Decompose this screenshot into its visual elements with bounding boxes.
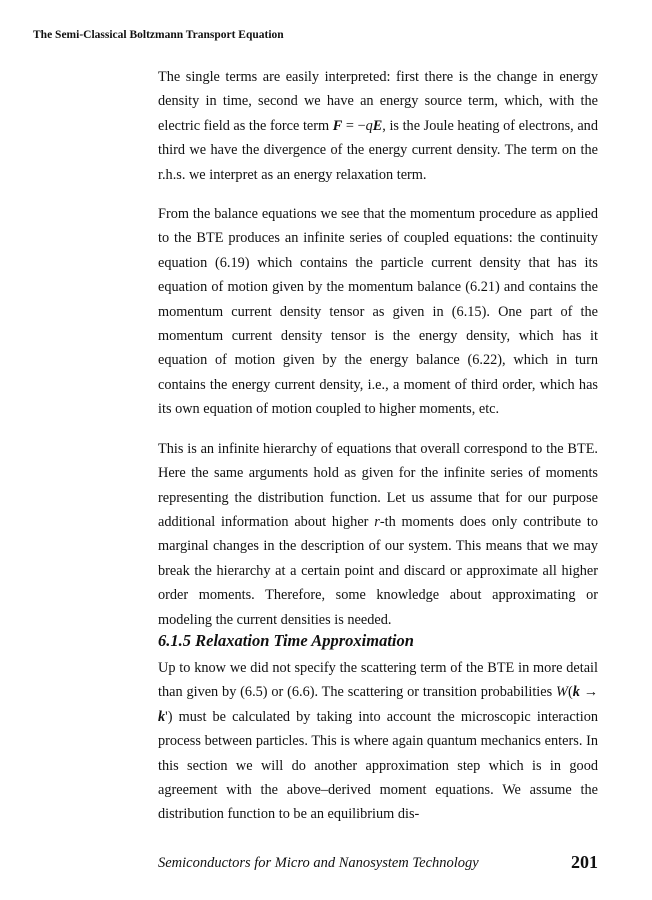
math-prime: ' [165, 708, 168, 725]
math-r: r [374, 513, 380, 530]
paragraph-energy-balance [158, 65, 598, 187]
math-charge-q: q [365, 117, 373, 134]
paragraph-balance-equations: From the balance equations we see that the momentum procedure as applied to the BTE produces an infinite series of coupled equations: the continuity equation (6.19) which contains the particle current density that has its equation of motion given by the momentum balance (6.21) and contains the momentum current density tensor as given in (6.15). One part of the momentum current density tensor is the energy density, which has it equation of motion given by the energy balance (6.22), which in turn contains the energy current density, i.e., a moment of third order, which has its own equation of motion coupled to higher moments, etc. [158, 206, 598, 418]
math-k: k [572, 684, 580, 701]
math-field-E: E [372, 117, 383, 134]
math-k-prime: k [158, 708, 166, 725]
running-header: The Semi-Classical Boltzmann Transport Equation [33, 29, 284, 41]
text-run: -th moments does only contribute to marginal changes in the description of our system. This means that we may break the hierarchy at a certain point and discard or approximate all higher order moments. Therefore, some knowledge about approximating or modeling the current densities is needed. [158, 513, 598, 628]
math-equals: = − [342, 117, 366, 134]
text-run: , is the Joule heating of electrons, and third we have the divergence of the energy current density. The term on the r.h.s. we interpret as an energy relaxation term. [158, 117, 598, 183]
math-force-F: F [332, 117, 343, 134]
text-run: The single terms are easily interpreted: first there is the change in energy density in time, second we have an energy source term, which, with the electric field as the force term [158, 69, 598, 134]
section-text [158, 656, 598, 827]
math-paren-close: ) [167, 708, 173, 725]
math-arrow: → [579, 684, 598, 701]
paragraph-hierarchy [158, 437, 598, 632]
text-run: Up to know we did not specify the scattering term of the BTE in more detail than given by (6.5) or (6.6). The scattering or transition probabilities [158, 660, 598, 701]
text-run: must be calculated by taking into account the microscopic interaction process between particles. This is where again quantum mechanics enters. In this section we will do another approximation step which is in good agreement with the above–derived moment equations. We assume the distribution function to be an equilibrium dis- [158, 708, 598, 823]
footer-book-title: Semiconductors for Micro and Nanosystem Technology [158, 855, 479, 871]
math-W: W [556, 684, 568, 701]
paragraph-relaxation [158, 656, 598, 827]
section-heading: 6.1.5 Relaxation Time Approximation [158, 631, 414, 650]
math-paren-open: ( [567, 684, 573, 701]
main-text [158, 65, 598, 632]
page-number: 201 [571, 852, 598, 872]
text-run: This is an infinite hierarchy of equations that overall correspond to the BTE. Here the same arguments hold as given for the infinite series of moments representing the distribution function. Let us assume that for our purpose additional information about higher [158, 440, 598, 530]
